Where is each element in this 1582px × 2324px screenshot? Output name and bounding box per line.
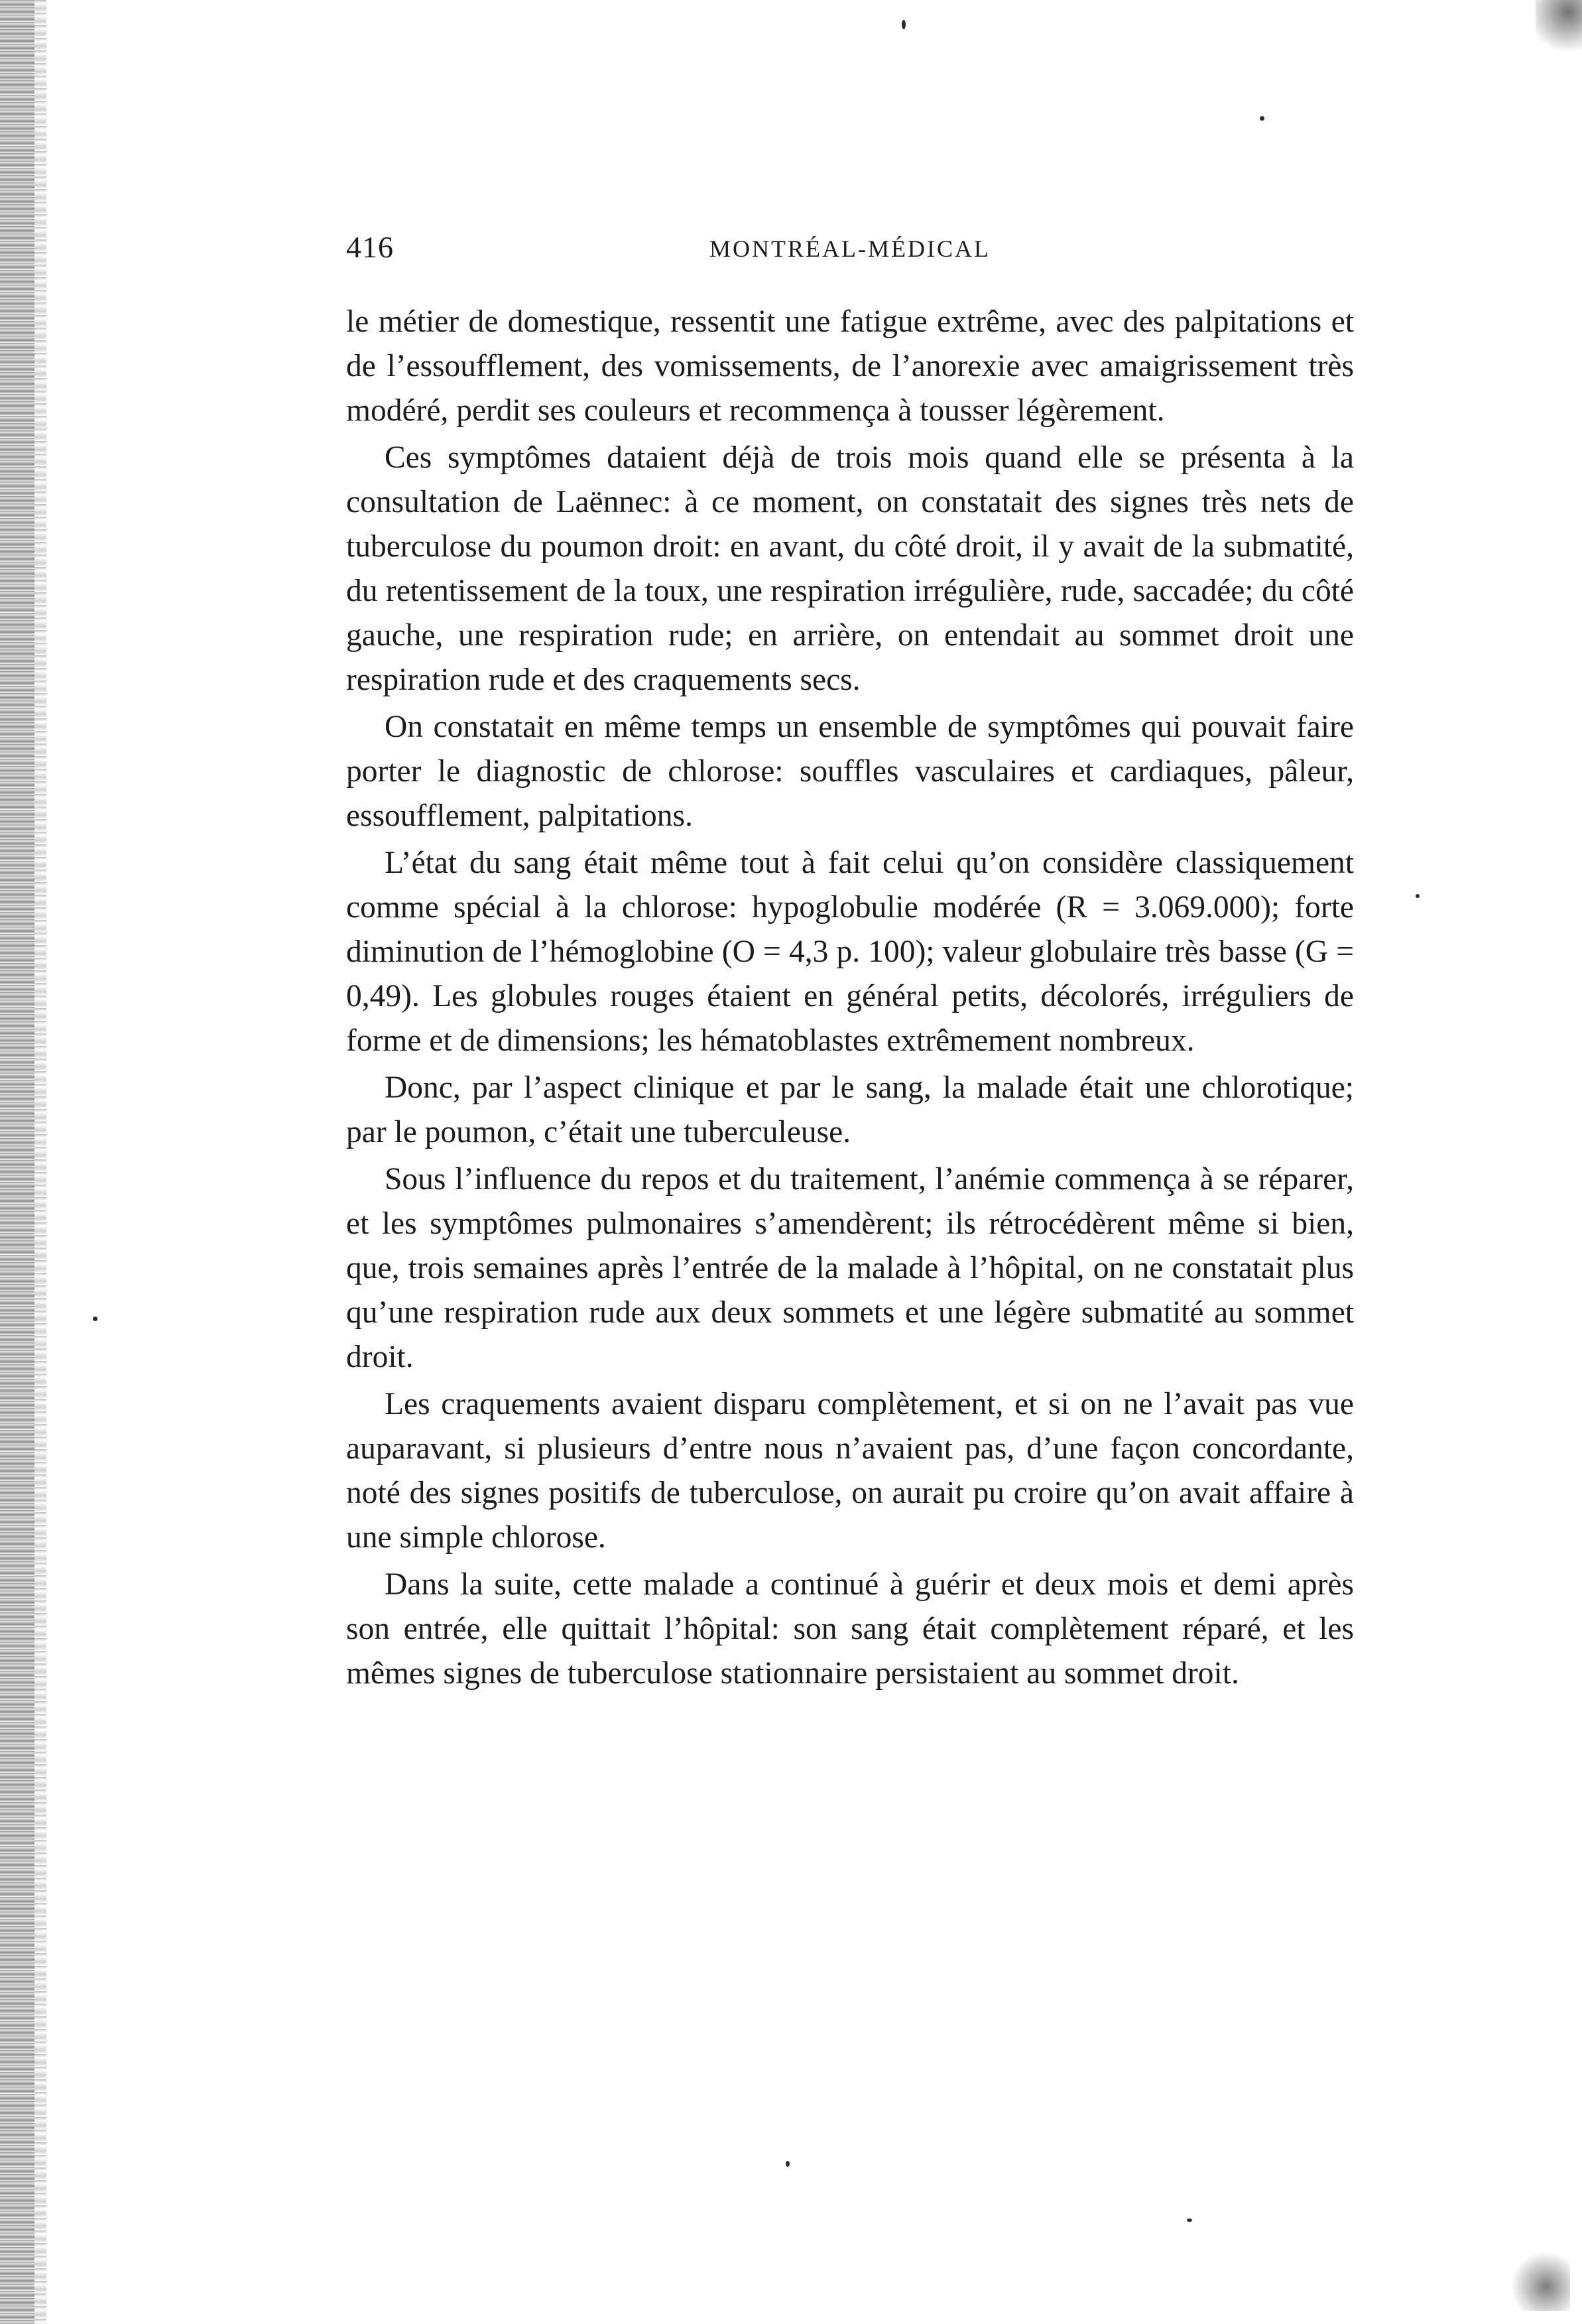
scan-corner-mark — [1510, 2251, 1570, 2311]
running-title: MONTRÉAL-MÉDICAL — [709, 235, 991, 262]
page-header — [346, 229, 1354, 269]
paragraph: Donc, par l’aspect clinique et par le sang, la malade était une chlorotique; par le poumon, c’était une tuberculeuse. — [346, 1070, 1354, 1149]
paragraph: Dans la suite, cette malade a continué à guérir et deux mois et demi après son entrée, elle quittait l’hôpital: son sang était complètement réparé, et les mêmes signes de tuberculose stationnaire persistaient au sommet droit. — [346, 1567, 1354, 1691]
scan-speck — [1260, 116, 1264, 121]
scan-corner-mark — [1536, 0, 1582, 60]
scan-speck — [93, 1317, 97, 1321]
paragraph: On constatait en même temps un ensemble de symptômes qui pouvait faire porter le diagnostic de chlorose: souffles vasculaires et cardiaques, pâleur, essoufflement, palpitations. — [346, 710, 1354, 833]
page-number: 416 — [346, 230, 394, 264]
article-body — [346, 300, 1354, 1699]
paragraph: le métier de domestique, ressentit une fatigue extrême, avec des palpitations et de l’essoufflement, des vomissements, de l’anorexie avec amaigrissement très modéré, perdit ses couleurs et recommença à tousser légèrement. — [346, 304, 1354, 428]
scan-spine-edge — [34, 0, 46, 2324]
scan-speck — [1187, 2219, 1192, 2222]
scan-speck — [902, 20, 906, 29]
paragraph: L’état du sang était même tout à fait celui qu’on considère classiquement comme spécial à la chlorose: hypoglobulie modérée (R = 3.069.000); forte diminution de l’hémoglobine (O = 4,3 p. 100); valeur globulaire très basse (G = 0,49). Les globules rouges étaient en général petits, décolorés, irréguliers de forme et de dimensions; les hématoblastes extrêmement nombreux. — [346, 846, 1354, 1058]
scan-speck — [786, 2161, 790, 2167]
paragraph: Sous l’influence du repos et du traitement, l’anémie commença à se réparer, et les symptômes pulmonaires s’amendèrent; ils rétrocédèrent même si bien, que, trois semaines après l’entrée de la malade à l’hôpital, on ne constatait plus qu’une respiration rude aux deux sommets et une légère submatité au sommet droit. — [346, 1162, 1354, 1374]
scan-speck — [1416, 894, 1420, 898]
paragraph: Ces symptômes dataient déjà de trois mois quand elle se présenta à la consultation de Laënnec: à ce moment, on constatait des signes très nets de tuberculose du poumon droit: en avant, du côté droit, il y avait de la submatité, du retentissement de la toux, une respiration irrégulière, rude, saccadée; du côté gauche, une respiration rude; en arrière, on entendait au sommet droit une respiration rude et des craquements secs. — [346, 440, 1354, 697]
scan-spine-shadow — [0, 0, 34, 2324]
paragraph: Les craquements avaient disparu complètement, et si on ne l’avait pas vue auparavant, si plusieurs d’entre nous n’avaient pas, d’une façon concordante, noté des signes positifs de tuberculose, on aurait pu croire qu’on avait affaire à une simple chlorose. — [346, 1387, 1354, 1555]
